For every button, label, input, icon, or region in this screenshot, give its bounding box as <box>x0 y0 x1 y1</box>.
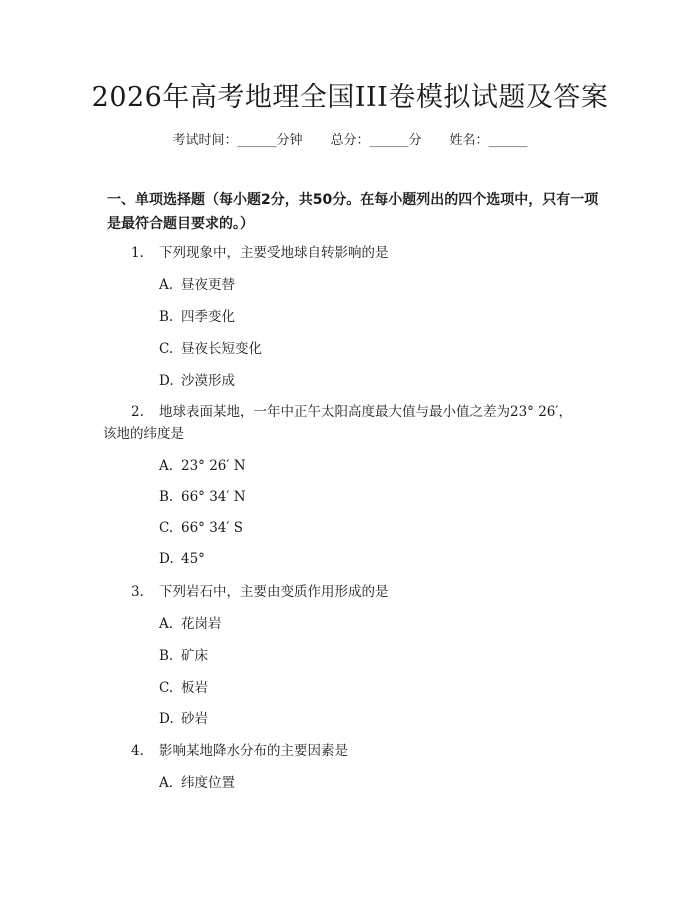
question-number: 4. <box>131 743 144 759</box>
option-letter: A. <box>159 616 174 632</box>
question-2 <box>131 401 601 423</box>
name-blank: ______ <box>488 133 528 148</box>
option-text: 45° <box>181 551 205 567</box>
option-text: 纬度位置 <box>181 775 235 791</box>
section-heading-line1: 一、单项选择题（每小题2分，共50分。在每小题列出的四个选项中，只有一项 <box>107 192 599 208</box>
option-letter: C. <box>159 680 174 696</box>
option-4a <box>159 773 235 793</box>
question-number: 3. <box>131 584 144 600</box>
option-text: 板岩 <box>181 680 208 696</box>
name-label: 姓名： <box>449 133 489 148</box>
option-1d <box>159 371 235 391</box>
option-2c <box>159 518 243 538</box>
option-text: 四季变化 <box>181 309 235 325</box>
option-1a <box>159 275 235 295</box>
option-letter: B. <box>159 648 174 664</box>
option-text: 昼夜更替 <box>181 277 235 293</box>
option-letter: A. <box>159 277 174 293</box>
option-text: 昼夜长短变化 <box>181 341 262 357</box>
question-text: 下列岩石中，主要由变质作用形成的是 <box>159 584 389 600</box>
question-number: 1. <box>131 245 144 261</box>
option-letter: C. <box>159 341 174 357</box>
time-blank: ______ <box>237 133 277 148</box>
option-3c <box>159 678 208 698</box>
option-text: 66° 34′ S <box>181 520 244 536</box>
time-label: 考试时间： <box>172 133 238 148</box>
question-text: 下列现象中，主要受地球自转影响的是 <box>159 245 389 261</box>
option-letter: A. <box>159 458 174 474</box>
option-text: 花岗岩 <box>181 616 222 632</box>
option-2a <box>159 456 246 476</box>
option-3d <box>159 709 208 729</box>
question-text-line2: 该地的纬度是 <box>103 426 184 442</box>
option-text: 沙漠形成 <box>181 373 235 389</box>
option-text: 砂岩 <box>181 711 208 727</box>
option-letter: B. <box>159 309 174 325</box>
option-text: 23° 26′ N <box>181 458 246 474</box>
question-text: 影响某地降水分布的主要因素是 <box>159 743 348 759</box>
score-blank: ______ <box>369 133 409 148</box>
question-3 <box>131 581 601 603</box>
score-label: 总分： <box>330 133 370 148</box>
option-letter: D. <box>159 551 174 567</box>
option-2d <box>159 549 205 569</box>
option-3b <box>159 646 208 666</box>
option-text: 矿床 <box>181 648 208 664</box>
score-unit: 分 <box>408 133 422 148</box>
question-text-line1: 地球表面某地，一年中正午太阳高度最大值与最小值之差为23° 26′， <box>159 404 572 420</box>
section-heading-line2: 是最符合题目要求的。） <box>107 216 254 232</box>
question-1 <box>131 242 601 264</box>
option-3a <box>159 614 222 634</box>
option-letter: A. <box>159 775 174 791</box>
option-2b <box>159 487 246 507</box>
question-number: 2. <box>131 404 144 420</box>
exam-meta <box>0 131 700 151</box>
time-unit: 分钟 <box>276 133 303 148</box>
option-1c <box>159 339 262 359</box>
question-4 <box>131 740 601 762</box>
option-letter: D. <box>159 711 174 727</box>
page-title: 2026年高考地理全国III卷模拟试题及答案 <box>91 82 609 113</box>
question-2-continued <box>103 423 573 445</box>
option-letter: C. <box>159 520 174 536</box>
option-text: 66° 34′ N <box>181 489 246 505</box>
section-heading <box>107 188 607 236</box>
option-letter: B. <box>159 489 174 505</box>
option-1b <box>159 307 235 327</box>
option-letter: D. <box>159 373 174 389</box>
